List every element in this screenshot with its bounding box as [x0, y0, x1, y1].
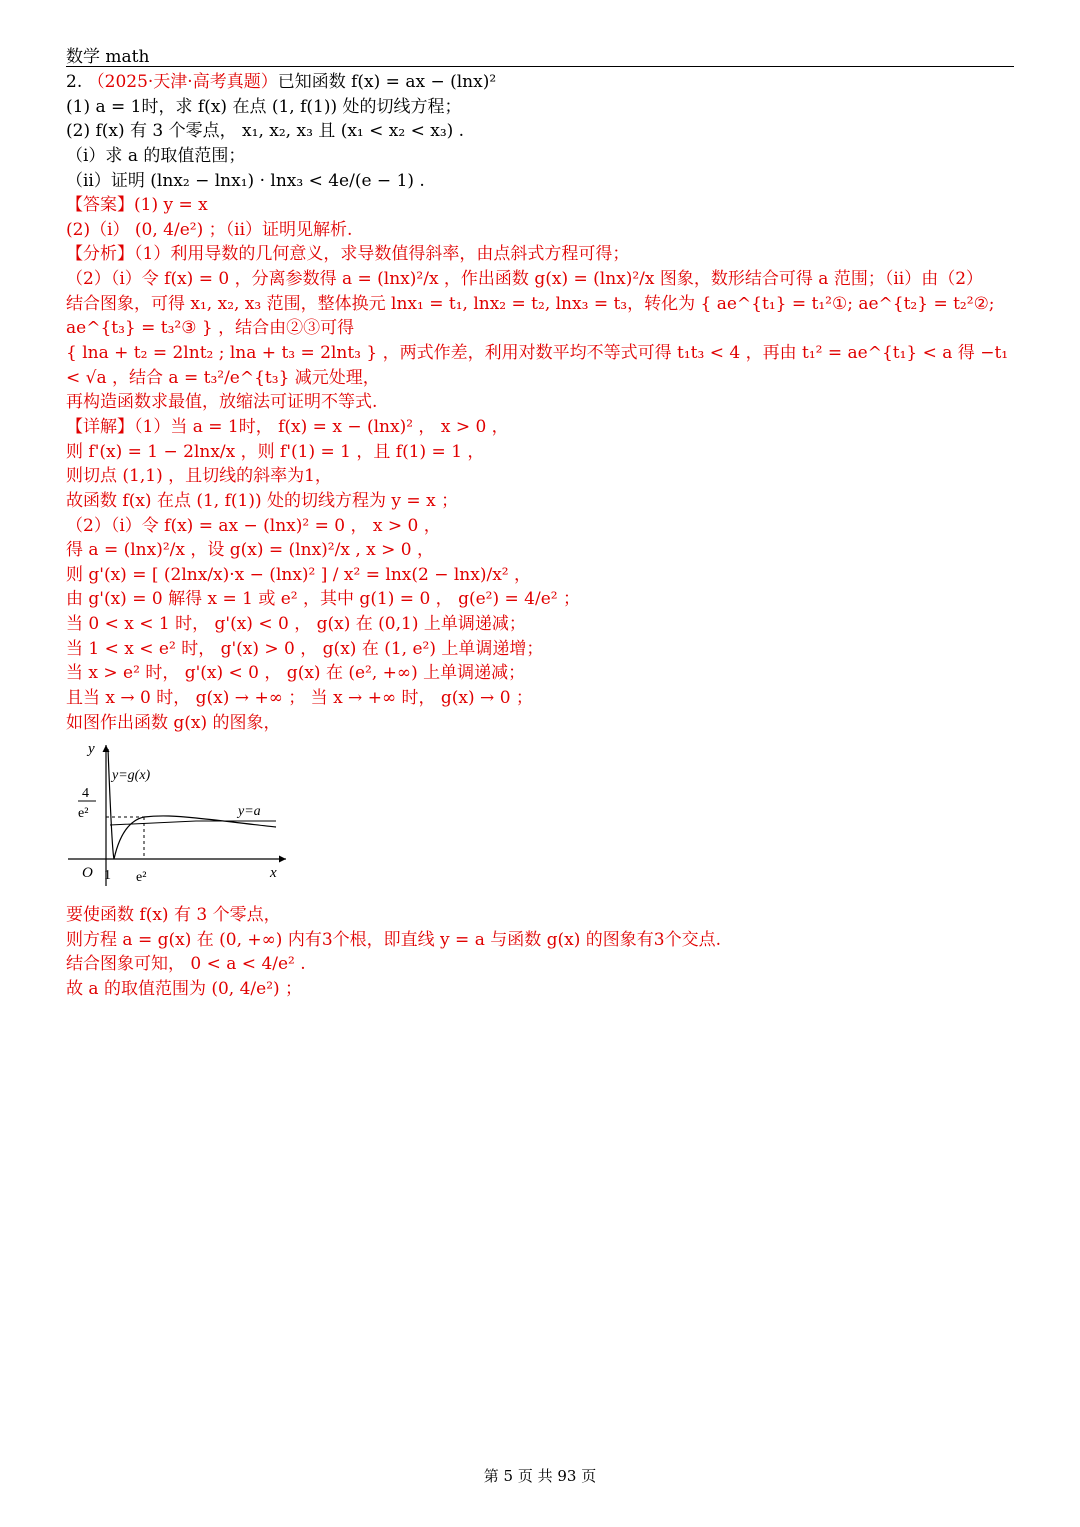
answer-line2: (2)（i） (0, 4/e²) ；（ii）证明见解析. [66, 219, 353, 240]
detail-line: 由 g'(x) = 0 解得 x = 1 或 e² ，其中 g(1) = 0 ， g(e²) = 4/e² ； [66, 589, 580, 610]
y-axis-label: y [88, 741, 95, 758]
analysis-line1: 【分析】（1）利用导数的几何意义，求导数值得斜率，由点斜式方程可得； [66, 244, 630, 265]
answer-line1: 【答案】(1) y = x [66, 195, 208, 216]
conclusion-block [66, 903, 1016, 1002]
analysis-line3: 结合图象，可得 x₁, x₂, x₃ 范围，整体换元 lnx₁ = t₁, lnx₂ = t₂, lnx₃ = t₃，转化为 { ae^{t₁} = t₁²①; ae^{t₂} = t₂²②; ae^{t₃} = t₃²③ } ，结合由②③可得 [66, 293, 995, 339]
tick-x-1: 1 [104, 868, 111, 884]
line-label: y=a [238, 804, 261, 820]
problem-part2: (2) f(x) 有 3 个零点， x₁, x₂, x₃ 且 (x₁ < x₂ < x₃) . [66, 121, 465, 142]
detail-line: 【详解】（1）当 a = 1时， f(x) = x − (lnx)² ， x > 0 ， [66, 416, 509, 437]
problem-stem-text: 已知函数 f(x) = ax − (lnx)² [277, 72, 497, 92]
content [66, 70, 1016, 1002]
header-rule [66, 66, 1014, 67]
graph-svg [66, 741, 296, 891]
detail-line: 如图作出函数 g(x) 的图象， [66, 712, 281, 733]
detail-line: 当 0 < x < 1 时， g'(x) < 0 ， g(x) 在 (0,1) 上单调递减； [66, 614, 526, 635]
analysis-line4: { lna + t₂ = 2lnt₂ ; lna + t₃ = 2lnt₃ } ，两式作差，利用对数平均不等式可得 t₁t₃ < 4 ，再由 t₁² = ae^{t₁} < a 得 −t₁ < √a ，结合 a = t₃²/e^{t₃} 减元处理， [66, 343, 1009, 388]
problem-source: （2025·天津·高考真题） [87, 72, 278, 92]
detail-block [66, 415, 1016, 735]
tick-y-numerator: 4 [82, 786, 89, 802]
conclusion-line: 则方程 a = g(x) 在 (0, +∞) 内有3个根，即直线 y = a 与函数 g(x) 的图象有3个交点. [66, 929, 722, 950]
detail-line: 故函数 f(x) 在点 (1, f(1)) 处的切线方程为 y = x ； [66, 490, 459, 511]
detail-line: 则切点 (1,1) ，且切线的斜率为1， [66, 466, 332, 487]
page-footer: 第 5 页 共 93 页 [483, 1467, 597, 1485]
problem-stem [66, 70, 1016, 95]
conclusion-line: 故 a 的取值范围为 (0, 4/e²) ； [66, 978, 303, 999]
function-graph [66, 741, 1016, 899]
detail-line: （2）（i）令 f(x) = ax − (lnx)² = 0 ， x > 0 ， [66, 515, 441, 536]
page-header: 数学 math [66, 47, 150, 67]
problem-part1: (1) a = 1时，求 f(x) 在点 (1, f(1)) 处的切线方程； [66, 96, 462, 117]
x-axis-label: x [270, 865, 277, 882]
conclusion-line: 结合图象可知， 0 < a < 4/e² . [66, 954, 306, 975]
curve-label: y=g(x) [112, 768, 151, 784]
problem-number: 2. [66, 72, 83, 92]
detail-line: 则 g'(x) = [ (2lnx/x)·x − (lnx)² ] / x² = lnx(2 − lnx)/x² ， [66, 564, 532, 585]
detail-line: 则 f'(x) = 1 − 2lnx/x ，则 f'(1) = 1 ，且 f(1) = 1 ， [66, 441, 485, 462]
detail-line: 当 1 < x < e² 时， g'(x) > 0 ， g(x) 在 (1, e²) 上单调递增； [66, 638, 544, 659]
tick-x-e2: e² [136, 870, 147, 886]
analysis-line5: 再构造函数求最值，放缩法可证明不等式. [66, 392, 378, 413]
conclusion-line: 要使函数 f(x) 有 3 个零点， [66, 904, 281, 925]
tick-y-denominator: e² [78, 806, 89, 822]
detail-line: 当 x > e² 时， g'(x) < 0 ， g(x) 在 (e², +∞) 上单调递减； [66, 663, 526, 684]
problem-part2-ii: （ii）证明 (lnx₂ − lnx₁) · lnx₃ < 4e/(e − 1) . [66, 170, 425, 191]
detail-line: 且当 x → 0 时， g(x) → +∞ ； 当 x → +∞ 时， g(x) → 0 ； [66, 688, 533, 709]
analysis-line2: （2）（i）令 f(x) = 0 ，分离参数得 a = (lnx)²/x ，作出函数 g(x) = (lnx)²/x 图象，数形结合可得 a 范围；（ii）由（2） [66, 269, 984, 290]
problem-part2-i: （i）求 a 的取值范围； [66, 145, 246, 166]
origin-label: O [82, 865, 93, 882]
detail-line: 得 a = (lnx)²/x ，设 g(x) = (lnx)²/x , x > 0 ， [66, 540, 434, 561]
